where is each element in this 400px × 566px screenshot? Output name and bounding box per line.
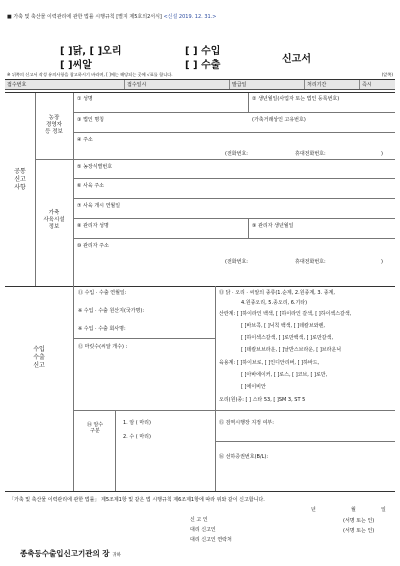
manager-birth-field[interactable]: ⑨ 관리자 생년월일 [252, 223, 294, 229]
mobile-field[interactable]: 휴대전화번호: [295, 151, 326, 157]
name-field[interactable]: ① 성명 [77, 96, 93, 102]
revision-note: <신설 2019. 12. 31.> [163, 14, 217, 20]
merchant-no-field[interactable]: (가축거래상인 고유번호) [252, 117, 306, 123]
form-title [0, 24, 400, 71]
bl-number-field[interactable]: ⑯ 선하증권번호(B/L): [219, 454, 269, 460]
import-export-section: 수입 수출 신고 ⑪ 수입 · 수출 연월일: ※ 수입 · 수출 원산지(국가명): ※ 수입 · 수출 회사명: ⑫ 마릿수(씨알 개수) : ⑬ 닭 · 오리 · 씨알의 종류(1.순계, 2.원종계, 3. 종계, 4.원종오리, 5.종오리, 6.기타) 산란계: [ ]하이라인 백색, [ ]하이라인 갈색, [ ]하이섹스갈색, [ ]바브콕, [ ]닉칙 백색, [ ]데칼브와렌, [ ]하이섹스갈색, [ ]로만백색, [ ]로만갈색, [ ]데칼브브라운, [ ]날반스브라운, [ ]브라운닉 육용계: [ ]하이브로, [ ]인디안리버, [ ]하바드, [ ]아바에이커, [ ]로스, [ ]코브, [ ]로만, [ ]에이비안 오리(원)종: [ ] 스타 53, [ ]SM 3, ST 5 ⑭ 암수 구분 1. 암 ( 마리) 2. 수 ( 마리) ⑮ 검역시행장 지정 여부: ⑯ 선하증권번호(B/L): [5, 286, 395, 492]
issue-date: 발급일 [230, 80, 305, 90]
receipt-no: 접수번호 [5, 80, 125, 90]
quarantine-field[interactable]: ⑮ 검역시행장 지정 여부: [219, 420, 274, 426]
address-field[interactable]: ④ 주소 [77, 137, 93, 143]
title-export[interactable]: [ ] 수출 [185, 60, 221, 71]
manager-phone-field[interactable]: (전화번호: [225, 259, 248, 265]
manager-mobile-field[interactable]: 휴대전화번호: [295, 259, 326, 265]
facility-label: 가축 사육시설 정보 [43, 210, 65, 230]
sex-label: ⑭ 암수 구분 [86, 422, 104, 434]
agent-label: 대리 신고인 [190, 527, 216, 533]
title-report: 신고서 [282, 54, 311, 65]
report-form: ■ 가축 및 축산물 이력관리에 관한 법률 시행규칙 [별지 제5호의2서식] <신설 2019. 12. 31.> [ ]닭, [ ]오리 [ ]씨알 [ ] 수입 [ ] 수출 신고서 ※ 뒤쪽의 신고서 작성 유의사항을 참고하시기 바라며, [ ]에는 해당되는 곳에 √표를 합니다. (앞쪽) 접수번호 접수일시 발급일 처리기간 즉시 공통 신고 사항 농장 경영자 등 정보 가축 사육시설 정보 ① 성명 ② 생년월일(사업자 또는 법인 등록번호) ③ 법인 명칭 (가축거래상인 고유번호) ④ 주소 (전화번호: 휴대전화번호: ) ⑤ 농장식별번호 ⑥ 사육 주소 ⑦ 사육 개시 연월일 ⑧ 관리자 성명 ⑨ 관리자 생년월일 ⑩ 관리자 주소 (전화번호: 휴대전화번호: ) 수입 수출 신고 ⑪ 수입 · 수출 연월일: ※ 수입 · 수출 원산지(국가명): ※ 수입 · 수출 회사명: ⑫ 마릿수(씨알 개수) : ⑬ 닭 · 오리 · 씨알의 종류(1.순계, 2.원종계, 3. 종계, 4.원종오리, 5.종오리, 6.기타) 산란계: [ ]하이라인 백색, [ ]하이라인 갈색, [ ]하이섹스갈색, [ ]바브콕, [ ]닉칙 백색, [ ]데칼브와렌, [ ]하이섹스갈색, [ ]로만백색, [ ]로만갈색, [ ]데칼브브라운, [ ]날반스브라운, [ ]브라운닉 육용계: [ ]하이브로, [ ]인디안리버, [ ]하바드, [ ]아바에이커, [ ]로스, [ ]코브, [ ]로만, [ ]에이비안 오리(원)종: [ ] 스타 53, [ ]SM 3, ST 5 ⑭ 암수 구분 1. 암 ( 마리) 2. 수 ( 마리) ⑮ 검역시행장 지정 여부: ⑯ 선하증권번호(B/L): 「가축 및 축산물 이력관리에 관한 법률」 제5조제1항 및 같은 법 시행규칙 제6조제1항에 따라 위와 같이 신고합니다. 년 월 일 신 고 인 (서명 또는 인) 대리 신고인 (서명 또는 인) 대리 신고인 연락처 종축등수출입신고기관의 장 귀하 [0, 0, 400, 566]
title-chicken-duck[interactable]: [ ]닭, [ ]오리 [60, 46, 122, 57]
title-import[interactable]: [ ] 수입 [185, 46, 221, 57]
farm-owner-label: 농장 경영자 등 정보 [45, 115, 63, 135]
origin-field[interactable]: ※ 수입 · 수출 원산지(국가명): [78, 308, 145, 314]
manager-address-field[interactable]: ⑩ 관리자 주소 [77, 243, 109, 249]
manager-name-field[interactable]: ⑧ 관리자 성명 [77, 223, 109, 229]
law-reference: ■ 가축 및 축산물 이력관리에 관한 법률 시행규칙 [별지 제5호의2서식] <신설 2019. 12. 31.> [7, 14, 217, 20]
farm-address-field[interactable]: ⑥ 사육 주소 [77, 183, 104, 189]
broiler-breeds[interactable]: 육용계: [ ]하이브로, [ ]인디안리버, [ ]하바드, [219, 360, 320, 366]
birth-field[interactable]: ② 생년월일(사업자 또는 법인 등록번호) [252, 96, 340, 102]
receipt-date: 접수일시 [125, 80, 230, 90]
layer-breeds[interactable]: 산란계: [ ]하이라인 백색, [ ]하이라인 갈색, [ ]하이섹스갈색, [219, 311, 352, 317]
notice: ※ 뒤쪽의 신고서 작성 유의사항을 참고하시기 바라며, [ ]에는 해당되는 곳에 √표를 합니다. (앞쪽) [7, 72, 393, 77]
reporter-label: 신 고 인 [190, 517, 208, 523]
start-date-field[interactable]: ⑦ 사육 개시 연월일 [77, 203, 121, 209]
corp-name-field[interactable]: ③ 법인 명칭 [77, 117, 104, 123]
agent-sign[interactable]: (서명 또는 인) [343, 528, 375, 534]
title-egg[interactable]: [ ]씨알 [60, 60, 92, 71]
process-period: 처리기간 [305, 80, 360, 90]
company-field[interactable]: ※ 수입 · 수출 회사명: [78, 326, 126, 332]
farm-id-field[interactable]: ⑤ 농장식별번호 [77, 164, 113, 170]
duck-breeds[interactable]: 오리(원)종: [ ] 스타 53, [ ]SM 3, ST 5 [219, 397, 306, 403]
phone-field[interactable]: (전화번호: [225, 151, 248, 157]
female-count-field[interactable]: 1. 암 ( 마리) [123, 420, 151, 426]
declaration-text: 「가축 및 축산물 이력관리에 관한 법률」 제5조제1항 및 같은 법 시행규칙 제6조제1항에 따라 위와 같이 신고합니다. [9, 497, 265, 503]
import-date-field[interactable]: ⑪ 수입 · 수출 연월일: [78, 290, 127, 296]
kind-field[interactable]: ⑬ 닭 · 오리 · 씨알의 종류(1.순계, 2.원종계, 3. 종계, [219, 290, 335, 296]
process-period-value: 즉시 [360, 80, 396, 90]
common-section: 공통 신고 사항 농장 경영자 등 정보 가축 사육시설 정보 ① 성명 ② 생년월일(사업자 또는 법인 등록번호) ③ 법인 명칭 (가축거래상인 고유번호) ④ 주소 (전화번호: 휴대전화번호: ) ⑤ 농장식별번호 ⑥ 사육 주소 ⑦ 사육 개시 연월일 ⑧ 관리자 성명 ⑨ 관리자 생년월일 ⑩ 관리자 주소 (전화번호: 휴대전화번호: ) [5, 92, 395, 287]
reporter-sign[interactable]: (서명 또는 인) [343, 518, 375, 524]
common-section-label: 공통 신고 사항 [14, 168, 26, 191]
male-count-field[interactable]: 2. 수 ( 마리) [123, 434, 151, 440]
agency-name: 종축등수출입신고기관의 장 귀하 [20, 549, 121, 558]
count-field[interactable]: ⑫ 마릿수(씨알 개수) : [78, 344, 128, 350]
agent-contact-label[interactable]: 대리 신고인 연락처 [190, 537, 232, 543]
receipt-table [5, 79, 395, 90]
import-export-label: 수입 수출 신고 [33, 346, 45, 369]
